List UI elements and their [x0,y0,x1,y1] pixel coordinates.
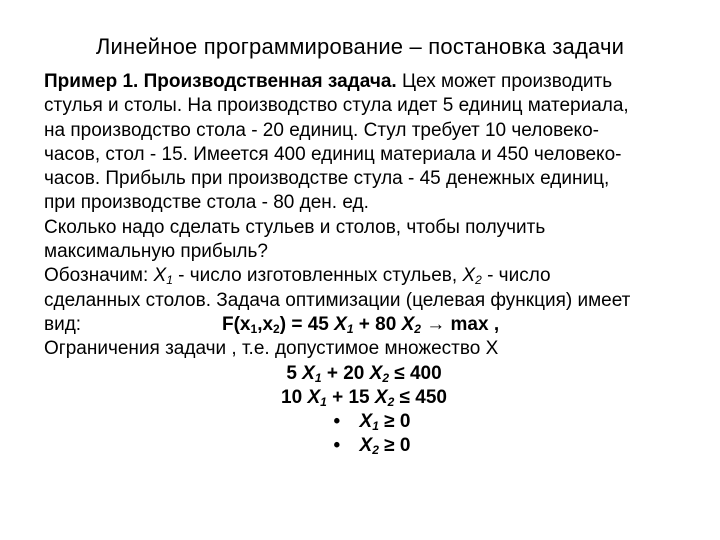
constraint-1: 5 $X_1 + 20$ $X_2 \le 400$ [286,362,442,385]
slide-title: Линейное программирование – постановка задачи [95,34,625,59]
notation-line-1 [44,264,684,288]
constraints-intro: Ограничения задачи , т.е. допустимое множество X [44,338,499,360]
constraint-3: • $X_1 \ge 0$ [333,411,411,434]
notation-prefix: Обозначим: [44,265,154,287]
var-x1: $X_1$ [153,265,173,288]
slide-body [44,70,684,459]
notation-line-2: сделанных столов. Задача оптимизации (целевая функция) имеет [44,289,631,311]
bullet-icon: • [333,411,341,433]
question-line-1: Сколько надо сделать стульев и столов, чтобы получить [44,216,546,238]
example-line-3: на производство стола - 20 единиц. Стул требует 10 человеко- [44,119,599,141]
example-line-1 [44,70,684,94]
constraint-2: 10 $X_1 + 15$ $X_2 \le 450$ [281,386,447,409]
vid-label: вид: [44,313,82,335]
question-line-2: максимальную прибыль? [44,241,268,263]
constraint-4: • $X_2 \ge 0$ [333,435,411,458]
example-line-4: часов, стол - 15. Имеется 400 единиц материала и 450 человеко- [44,143,622,165]
example-heading: Пример 1. Производственная задача. [44,71,397,92]
example-line-2: стулья и столы. На производство стула идет 5 единиц материала, [44,95,629,117]
example-line-5: часов. Прибыль при производстве стула - 45 денежных единиц, [44,168,610,190]
example-line-1-text: Цех может производить [396,71,613,92]
notation-suffix: - число [481,265,551,287]
example-line-6: при производстве стола - 80 ден. ед. [44,192,369,214]
objective-line [44,313,684,337]
bullet-icon: • [333,435,341,457]
objective-function: $F(x_1,x_2) = 45$ $X_1 + 80$ $X_2 \to \max$ , [222,313,500,336]
notation-mid: - число изготовленных стульев, [172,265,463,287]
var-x2: $X_2$ [462,265,482,288]
